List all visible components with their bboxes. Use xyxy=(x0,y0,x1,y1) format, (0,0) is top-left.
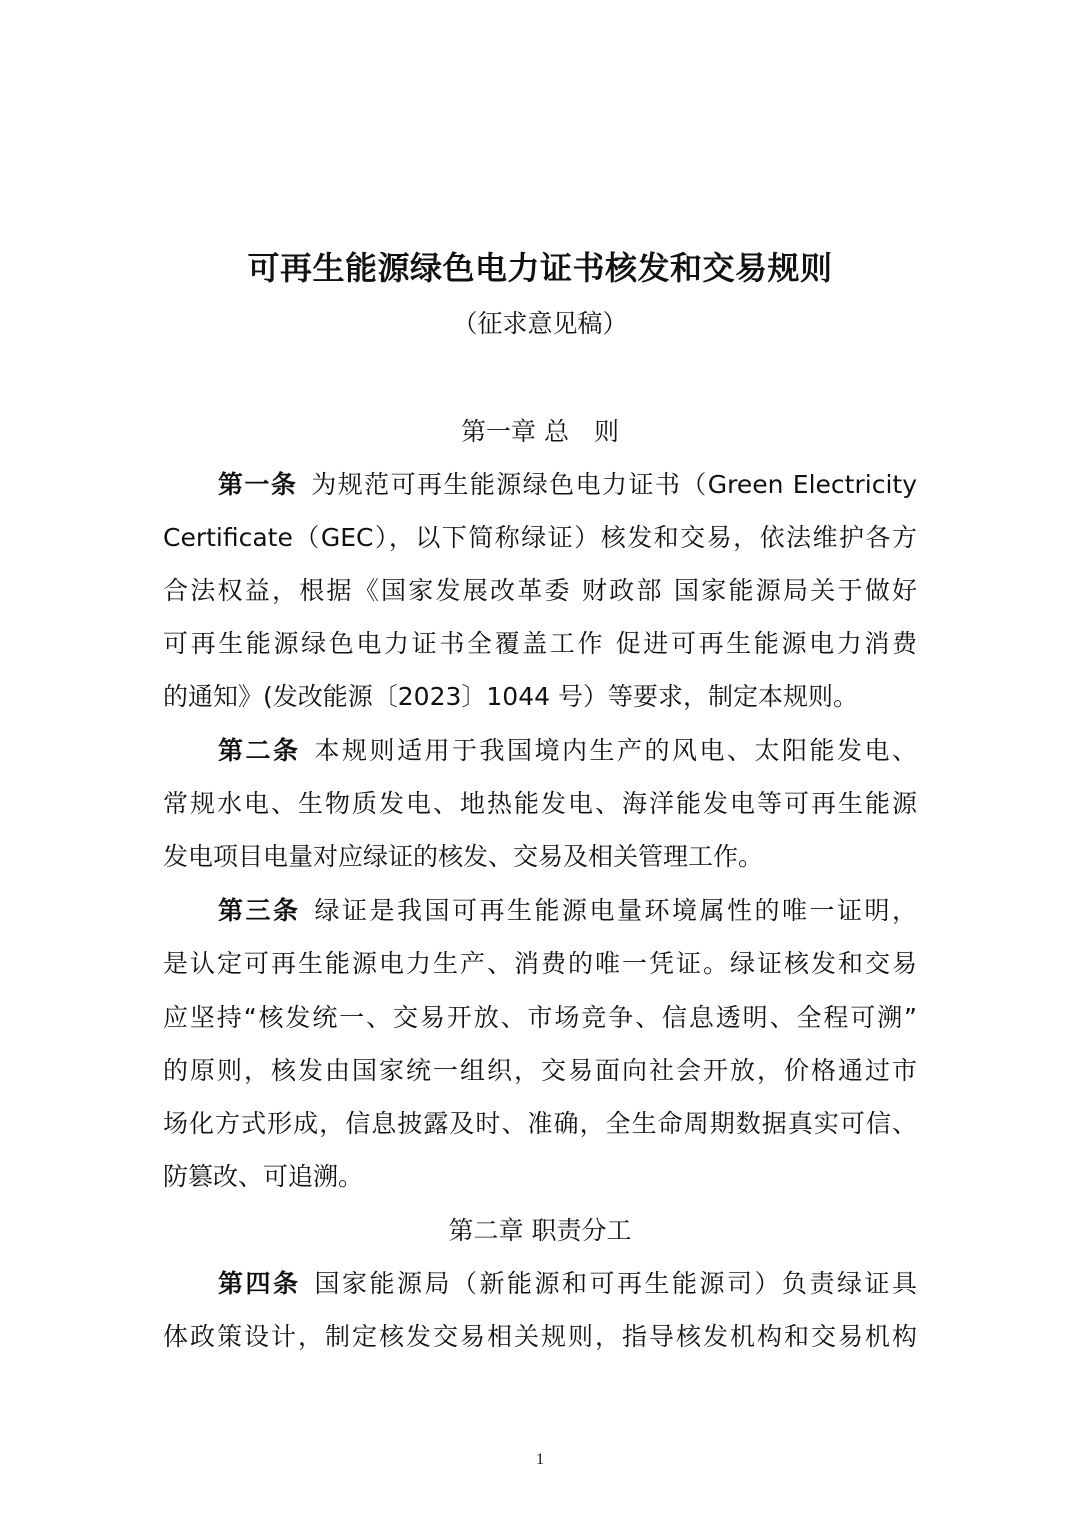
chapter-heading-1: 第一章 总 则 xyxy=(461,417,619,446)
article-3-line-6: 防篡改、可追溯。 xyxy=(163,1162,364,1191)
article-4-text-1: 国家能源局（新能源和可再生能源司）负责绿证具 xyxy=(314,1269,917,1298)
article-4-line-2: 体政策设计，制定核发交易相关规则，指导核发机构和交易机构 xyxy=(163,1322,917,1351)
article-3-line-3: 应坚持“核发统一、交易开放、市场竞争、信息透明、全程可溯” xyxy=(163,1003,917,1032)
article-1-line-1 xyxy=(218,465,917,505)
article-2-label: 第二条 xyxy=(218,736,301,765)
article-4-line-1 xyxy=(218,1264,917,1304)
article-1-line-3: 合法权益，根据《国家发展改革委 财政部 国家能源局关于做好 xyxy=(163,576,917,605)
page-number: 1 xyxy=(536,1451,544,1468)
article-2-text-1: 本规则适用于我国境内生产的风电、太阳能发电、 xyxy=(314,736,917,765)
article-2-line-1 xyxy=(218,731,917,771)
article-3-text-1: 绿证是我国可再生能源电量环境属性的唯一证明， xyxy=(314,896,917,925)
document-title: 可再生能源绿色电力证书核发和交易规则 xyxy=(247,249,833,287)
article-4-label: 第四条 xyxy=(218,1269,301,1298)
article-1-line-2: Certificate（GEC），以下简称绿证）核发和交易，依法维护各方 xyxy=(163,523,917,552)
article-3-label: 第三条 xyxy=(218,896,301,925)
article-3-line-5: 场化方式形成，信息披露及时、准确，全生命周期数据真实可信、 xyxy=(163,1109,917,1138)
document-subtitle: （征求意见稿） xyxy=(452,309,628,338)
article-2-line-2: 常规水电、生物质发电、地热能发电、海洋能发电等可再生能源 xyxy=(163,789,917,818)
chapter-heading-2: 第二章 职责分工 xyxy=(448,1216,632,1245)
article-1-label: 第一条 xyxy=(218,470,298,499)
article-3-line-1 xyxy=(218,891,917,931)
article-1-text-1: 为规范可再生能源绿色电力证书（Green Electricity xyxy=(311,470,917,499)
article-2-line-3: 发电项目电量对应绿证的核发、交易及相关管理工作。 xyxy=(163,842,764,871)
article-1-line-5: 的通知》(发改能源〔2023〕1044 号）等要求，制定本规则。 xyxy=(163,682,858,711)
article-1-line-4: 可再生能源绿色电力证书全覆盖工作 促进可再生能源电力消费 xyxy=(163,629,917,658)
article-3-line-4: 的原则，核发由国家统一组织，交易面向社会开放，价格通过市 xyxy=(163,1056,917,1085)
article-3-line-2: 是认定可再生能源电力生产、消费的唯一凭证。绿证核发和交易 xyxy=(163,949,917,978)
